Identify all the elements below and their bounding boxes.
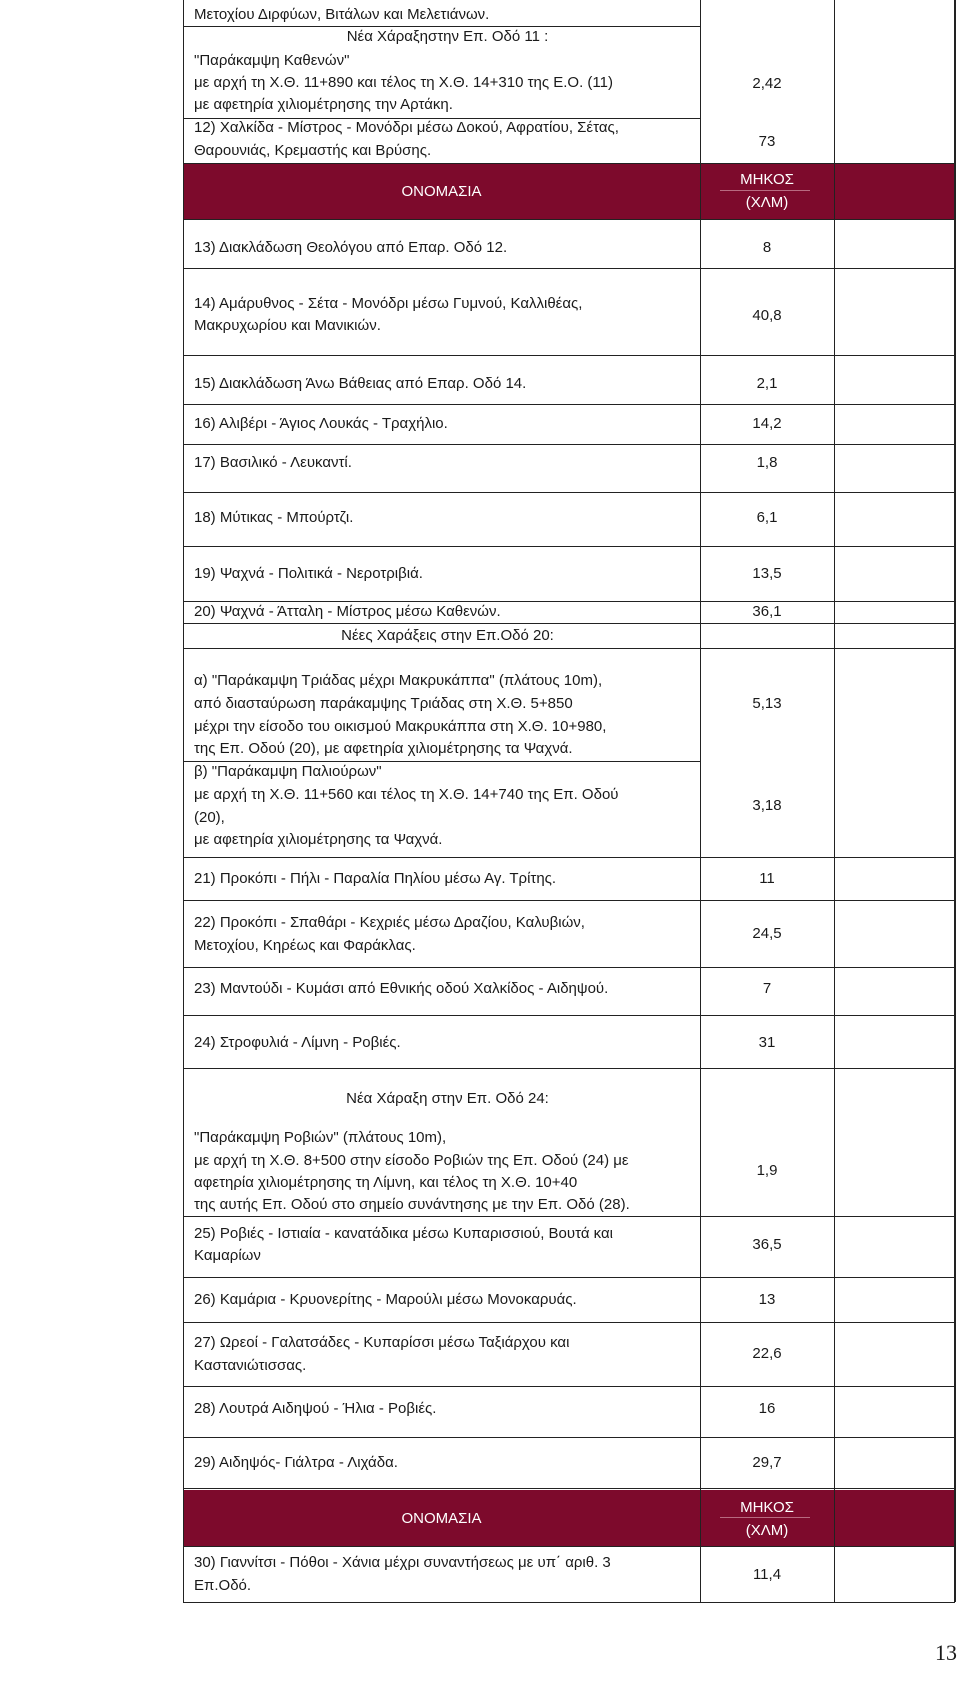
road-name-line: με αφετηρία χιλιομέτρησης τα Ψαχνά. bbox=[194, 831, 443, 848]
row-divider bbox=[183, 118, 700, 119]
road-length-value: 29,7 bbox=[752, 1454, 782, 1471]
row-divider bbox=[183, 1015, 955, 1016]
road-name-line: Επ.Οδό. bbox=[194, 1577, 252, 1594]
road-length-value: 24,5 bbox=[752, 925, 782, 942]
road-length-value: 1,9 bbox=[756, 1162, 778, 1179]
road-length-value: 40,8 bbox=[752, 307, 782, 324]
row-divider bbox=[183, 900, 955, 901]
road-name-line: 25) Ροβιές - Ιστιαία - κανατάδικα μέσω Κυπαρισσιού, Βουτά και bbox=[194, 1225, 613, 1242]
row-divider bbox=[183, 26, 700, 27]
road-name-line: Νέα Χάραξηστην Επ. Οδό 11 : bbox=[346, 28, 549, 45]
road-name-line: 18) Μύτικας - Μπούρτζι. bbox=[194, 509, 354, 526]
road-name-line: 17) Βασιλικό - Λευκαντί. bbox=[194, 454, 352, 471]
road-name-line: 24) Στροφυλιά - Λίμνη - Ροβιές. bbox=[194, 1034, 401, 1051]
road-name-line: με αρχή τη Χ.Θ. 11+560 και τέλος τη Χ.Θ. 14+740 της Επ. Οδού bbox=[194, 786, 619, 803]
row-divider bbox=[183, 648, 955, 649]
road-name-line: 21) Προκόπι - Πήλι - Παραλία Πηλίου μέσω Αγ. Τρίτης. bbox=[194, 870, 557, 887]
road-name-line: 30) Γιαννίτσι - Πόθοι - Χάνια μέχρι συναντήσεως με υπ΄ αριθ. 3 bbox=[194, 1554, 611, 1571]
road-name-line: 16) Αλιβέρι - Άγιος Λουκάς - Τραχήλιο. bbox=[194, 415, 448, 432]
road-name-line: 28) Λουτρά Αιδηψού - Ήλια - Ροβιές. bbox=[194, 1400, 437, 1417]
row-divider bbox=[183, 761, 700, 762]
row-divider bbox=[183, 1068, 955, 1069]
header-length-label: ΜΗΚΟΣ bbox=[740, 171, 794, 188]
road-name-line: αφετηρία χιλιομέτρησης τη Λίμνη, και τέλος τη Χ.Θ. 10+40 bbox=[194, 1174, 578, 1191]
road-length-value: 22,6 bbox=[752, 1345, 782, 1362]
road-name-line: 27) Ωρεοί - Γαλατσάδες - Κυπαρίσσι μέσω Ταξιάρχου και bbox=[194, 1334, 570, 1351]
road-name-line: μέχρι την είσοδο του οικισμού Μακρυκάππα στη Χ.Θ. 10+980, bbox=[194, 718, 607, 735]
header-separator bbox=[720, 190, 810, 191]
road-name-line: Μετοχίου Διρφύων, Βιτάλων και Μελετιάνων. bbox=[194, 6, 490, 23]
road-name-line: 12) Χαλκίδα - Μίστρος - Μονόδρι μέσω Δοκού, Αφρατίου, Σέτας, bbox=[194, 119, 619, 136]
row-divider bbox=[183, 355, 955, 356]
road-name-line: με αρχή τη Χ.Θ. 11+890 και τέλος τη Χ.Θ. 14+310 της Ε.Ο. (11) bbox=[194, 74, 613, 91]
road-name-line: (20), bbox=[194, 809, 225, 826]
road-length-value: 14,2 bbox=[752, 415, 782, 432]
row-divider bbox=[183, 1386, 955, 1387]
road-length-value: 11 bbox=[759, 870, 775, 887]
row-divider bbox=[183, 857, 955, 858]
road-length-value: 6,1 bbox=[756, 509, 778, 526]
road-name-line: 14) Αμάρυθνος - Σέτα - Μονόδρι μέσω Γυμνού, Καλλιθέας, bbox=[194, 295, 583, 312]
road-name-line: της αυτής Επ. Οδού στο σημείο συνάντησης με την Επ. Οδό (28). bbox=[194, 1196, 630, 1213]
road-name-line: β) "Παράκαμψη Παλιούρων" bbox=[194, 763, 382, 780]
header-length-label: ΜΗΚΟΣ bbox=[740, 1499, 794, 1516]
table-border bbox=[183, 0, 184, 1602]
row-divider bbox=[183, 404, 955, 405]
road-name-line: 23) Μαντούδι - Κυμάσι από Εθνικής οδού Χαλκίδος - Αιδηψού. bbox=[194, 980, 609, 997]
road-length-value: 31 bbox=[758, 1034, 776, 1051]
road-length-value: 36,1 bbox=[752, 603, 782, 620]
road-name-line: Καμαρίων bbox=[194, 1247, 261, 1264]
road-name-line: 15) Διακλάδωση Άνω Βάθειας από Επαρ. Οδό 14. bbox=[194, 375, 527, 392]
row-divider bbox=[183, 1488, 955, 1489]
row-divider bbox=[183, 1546, 955, 1547]
road-name-line: με αφετηρία χιλιομέτρησης την Αρτάκη. bbox=[194, 96, 453, 113]
header-name-label: ΟΝΟΜΑΣΙΑ bbox=[401, 183, 482, 200]
road-length-value: 13 bbox=[758, 1291, 776, 1308]
road-name-line: της Επ. Οδού (20), με αφετηρία χιλιομέτρησης τα Ψαχνά. bbox=[194, 740, 573, 757]
road-length-value: 7 bbox=[762, 980, 772, 997]
row-divider bbox=[183, 492, 955, 493]
road-name-line: με αρχή τη Χ.Θ. 8+500 στην είσοδο Ροβιών της Επ. Οδού (24) με bbox=[194, 1152, 629, 1169]
road-length-value: 2,1 bbox=[756, 375, 778, 392]
road-name-line: Νέες Χαράξεις στην Επ.Οδό 20: bbox=[341, 627, 554, 644]
road-name-line: 20) Ψαχνά - Άτταλη - Μίστρος μέσω Καθενών. bbox=[194, 603, 501, 620]
row-divider bbox=[183, 1277, 955, 1278]
road-length-value: 5,13 bbox=[752, 695, 782, 712]
row-divider bbox=[183, 1322, 955, 1323]
header-length-label: (ΧΛΜ) bbox=[745, 1522, 789, 1539]
road-length-value: 16 bbox=[758, 1400, 776, 1417]
table-border bbox=[700, 0, 701, 1602]
road-name-line: 29) Αιδηψός- Γιάλτρα - Λιχάδα. bbox=[194, 1454, 398, 1471]
row-divider bbox=[183, 219, 955, 220]
header-length-label: (ΧΛΜ) bbox=[745, 194, 789, 211]
road-name-line: Καστανιώτισσας. bbox=[194, 1357, 307, 1374]
row-divider bbox=[183, 163, 955, 164]
road-name-line: Μακρυχωρίου και Μανικιών. bbox=[194, 317, 381, 334]
road-length-value: 36,5 bbox=[752, 1236, 782, 1253]
row-divider bbox=[183, 623, 955, 624]
row-divider bbox=[183, 601, 955, 602]
road-name-line: 26) Καμάρια - Κρυονερίτης - Μαρούλι μέσω Μονοκαρυάς. bbox=[194, 1291, 577, 1308]
header-separator bbox=[720, 1517, 810, 1518]
road-length-value: 8 bbox=[762, 239, 772, 256]
row-divider bbox=[183, 1216, 955, 1217]
road-name-line: "Παράκαμψη Ροβιών" (πλάτους 10m), bbox=[194, 1129, 447, 1146]
table-border bbox=[954, 0, 956, 1602]
road-length-value: 13,5 bbox=[752, 565, 782, 582]
row-divider bbox=[183, 444, 955, 445]
row-divider bbox=[183, 1437, 955, 1438]
table-border bbox=[834, 0, 835, 1602]
road-name-line: "Παράκαμψη Καθενών" bbox=[194, 52, 350, 69]
road-length-value: 3,18 bbox=[752, 797, 782, 814]
row-divider bbox=[183, 546, 955, 547]
road-name-line: 22) Προκόπι - Σπαθάρι - Κεχριές μέσω Δραζίου, Καλυβιών, bbox=[194, 914, 585, 931]
header-name-label: ΟΝΟΜΑΣΙΑ bbox=[401, 1510, 482, 1527]
road-name-line: από διασταύρωση παράκαμψης Τριάδας στη Χ.Θ. 5+850 bbox=[194, 695, 573, 712]
road-name-line: Θαρουνιάς, Κρεμαστής και Βρύσης. bbox=[194, 142, 432, 159]
road-name-line: Νέα Χάραξη στην Επ. Οδό 24: bbox=[346, 1090, 549, 1107]
row-divider bbox=[183, 1602, 955, 1603]
row-divider bbox=[183, 967, 955, 968]
road-name-line: α) "Παράκαμψη Τριάδας μέχρι Μακρυκάππα" (πλάτους 10m), bbox=[194, 672, 603, 689]
road-length-value: 1,8 bbox=[756, 454, 778, 471]
road-name-line: 19) Ψαχνά - Πολιτικά - Νεροτριβιά. bbox=[194, 565, 423, 582]
road-name-line: Μετοχίου, Κηρέως και Φαράκλας. bbox=[194, 937, 416, 954]
road-length-value: 2,42 bbox=[752, 75, 782, 92]
page-number: 13 bbox=[935, 1640, 957, 1665]
road-length-value: 11,4 bbox=[752, 1566, 782, 1583]
road-name-line: 13) Διακλάδωση Θεολόγου από Επαρ. Οδό 12. bbox=[194, 239, 508, 256]
road-length-value: 73 bbox=[758, 133, 776, 150]
row-divider bbox=[183, 268, 955, 269]
